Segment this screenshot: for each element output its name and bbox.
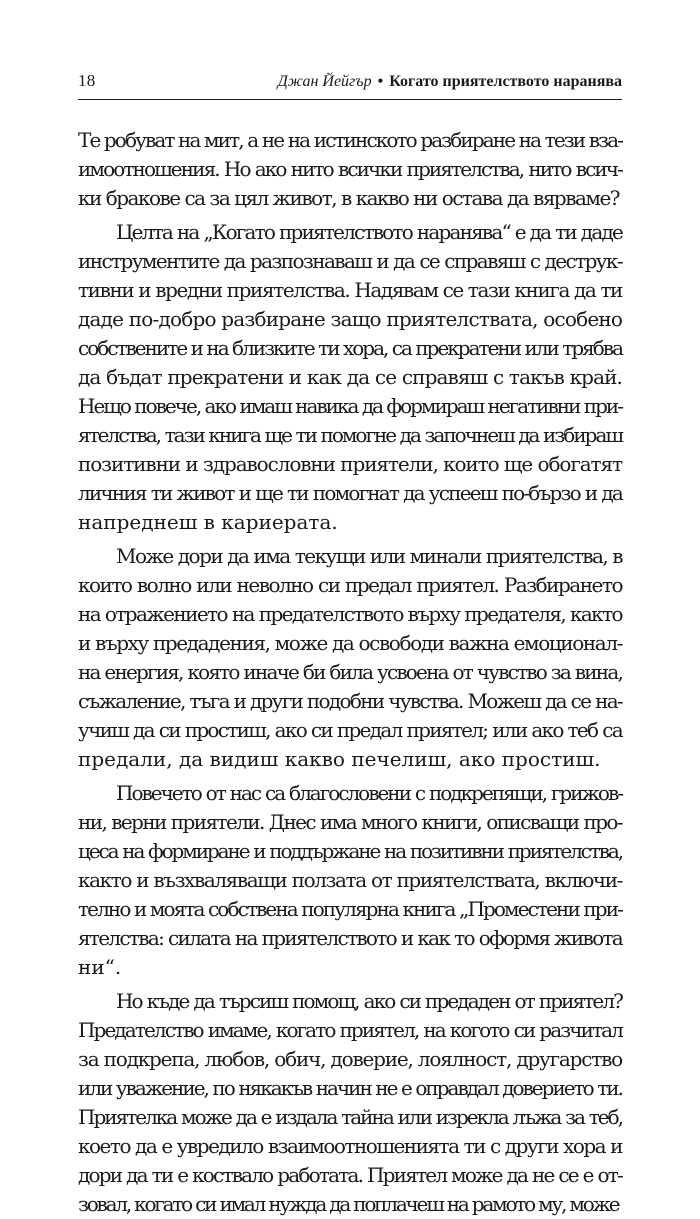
text-line: ятелства: силата на приятелството и как то оформя живота [78,926,622,950]
text-line: да бъдат прекратени и как да се справяш с такъв край. [78,365,622,389]
text-line: което да е увредило взаимоотношенията ти с други хора и [78,1134,622,1158]
body-text [78,126,622,1219]
text-line: позитивни и здравословни приятели, които ще обогатят [78,452,622,476]
text-line: личния ти живот и ще ти помогнат да успееш по-бързо и да [78,481,622,505]
text-line: Те робуват на мит, а не на истинското разбиране на тези вза- [78,128,622,152]
paragraph [78,779,622,982]
paragraph [78,987,622,1219]
header-author: Джан Йейгър [277,73,372,90]
text-line: Целта на „Когато приятелството наранява“ е да ти даде [116,220,622,244]
text-line: Но къде да търсиш помощ, ако си предаден от приятел? [116,989,622,1013]
header-book-title: Когато приятелството наранява [389,73,622,90]
text-line: учиш да си простиш, ако си предал приятел; или ако теб са [78,718,622,742]
header-separator: • [377,73,384,90]
text-line: предали, да видиш какво печелиш, ако простиш. [78,747,601,771]
paragraph [78,218,622,537]
text-line: Предателство имаме, когато приятел, на когото си разчитал [78,1018,622,1042]
text-line: напреднеш в кариерата. [78,510,338,534]
text-line: инструментите да разпознаваш и да се справяш с деструк- [78,249,622,273]
text-line: ни“. [78,955,122,979]
text-line: ятелства, тази книга ще ти помогне да започнеш да избираш [78,423,622,447]
text-line: които волно или неволно си предал приятел. Разбирането [78,573,622,597]
text-line: дори да ти е коствало работата. Приятел може да не се е от- [78,1163,622,1187]
text-line: Приятелка може да е издала тайна или изрекла лъжа за теб, [78,1105,622,1129]
page-number: 18 [78,71,96,90]
header-author-title [278,73,622,91]
text-line: Нещо повече, ако имаш навика да формираш негативни при- [78,394,622,418]
text-line: телно и моята собствена популярна книга „Проместени при- [78,897,622,921]
running-header [78,66,622,100]
text-line: цеса на формиране и поддържане на позитивни приятелства, [78,839,622,863]
text-line: имоотношения. Но ако нито всички приятелства, нито всич- [78,157,622,181]
text-line: Може дори да има текущи или минали приятелства, в [116,544,622,568]
paragraph [78,542,622,774]
text-line: за подкрепа, любов, обич, доверие, лоялност, другарство [78,1047,622,1071]
text-line: даде по-добро разбиране защо приятелствата, особено [78,307,623,331]
text-line: Повечето от нас са благословени с подкрепящи, грижов- [116,781,622,805]
text-line: съжаление, тъга и други подобни чувства. Можеш да се на- [78,689,622,713]
text-line: собствените и на близките ти хора, са прекратени или трябва [78,336,622,360]
paragraph [78,126,622,213]
text-line: и върху предадения, може да освободи важна емоционал- [78,631,622,655]
text-line: на отражението на предателството върху предателя, както [78,602,622,626]
text-line: както и възхваляващи ползата от приятелствата, включи- [78,868,622,892]
text-line: ни, верни приятели. Днес има много книги, описващи про- [78,810,622,834]
text-line: зовал, когато си имал нужда да поплачеш на рамото му, може [78,1192,619,1216]
text-line: ки бракове са за цял живот, в какво ни остава да вярваме? [78,186,620,210]
text-line: тивни и вредни приятелства. Надявам се тази книга да ти [78,278,622,302]
text-line: на енергия, която иначе би била усвоена от чувство за вина, [78,660,622,684]
text-line: или уважение, по някакъв начин не е оправдал доверието ти. [78,1076,622,1100]
